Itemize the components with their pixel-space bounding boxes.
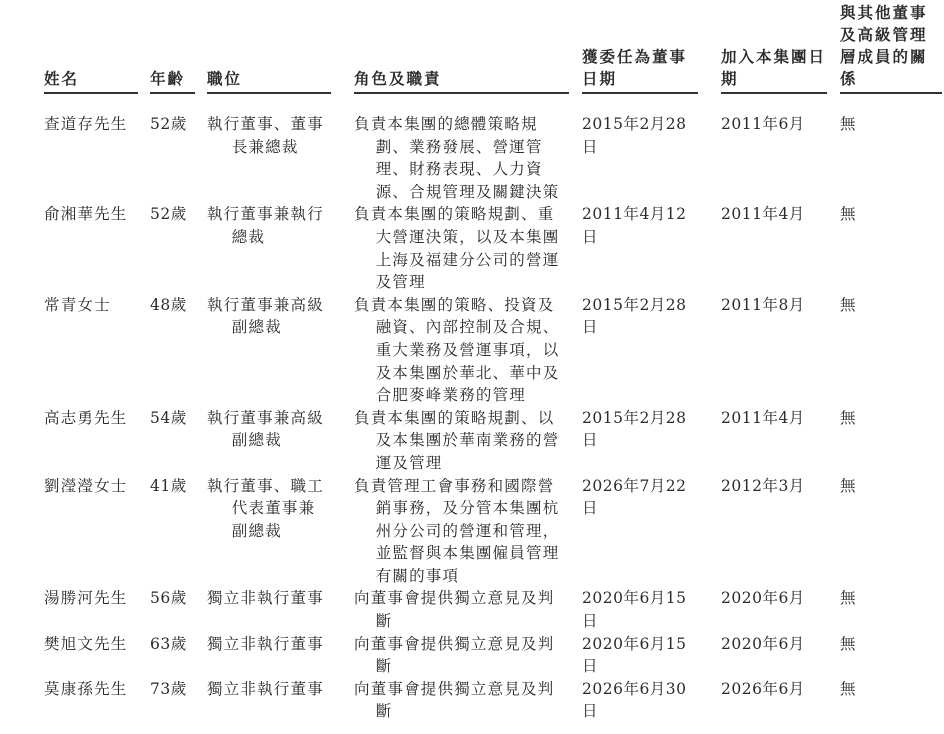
- table-row: [44, 407, 942, 475]
- appointment-date: 2026年7月22日: [582, 476, 687, 518]
- director-position: 執行董事兼高級副總裁: [207, 295, 324, 337]
- header-row: [44, 2, 942, 94]
- appointment-date: 2015年2月28日: [582, 115, 687, 156]
- join-date: 2011年4月: [721, 205, 805, 224]
- table-row: [44, 633, 942, 678]
- director-age: 52歲: [150, 115, 187, 133]
- relationship: 無: [840, 679, 857, 698]
- table-row: [44, 203, 942, 293]
- director-age: 41歲: [150, 476, 187, 495]
- header-age: 年齡: [150, 2, 195, 94]
- join-date: 2011年6月: [721, 115, 805, 133]
- director-role: 負責管理工會事務和國際營銷事務，及分管本集團杭州分公司的營運和管理，並監督與本集團僱員管理有關的事項: [354, 476, 560, 585]
- director-role: 向董事會提供獨立意見及判斷: [354, 679, 555, 721]
- relationship: 無: [840, 408, 857, 427]
- director-position: 獨立非執行董事: [207, 589, 324, 608]
- relationship: 無: [840, 205, 857, 224]
- director-position: 執行董事、職工代表董事兼副總裁: [207, 476, 324, 540]
- header-name: 姓名: [44, 2, 138, 94]
- director-name: 湯勝河先生: [44, 589, 128, 608]
- director-name: 高志勇先生: [44, 408, 128, 427]
- table-row: [44, 294, 942, 407]
- director-age: 73歲: [150, 679, 187, 698]
- table-row: [44, 678, 942, 723]
- appointment-date: 2015年2月28日: [582, 408, 687, 450]
- table-row: [44, 475, 942, 588]
- director-name: 樊旭文先生: [44, 634, 128, 653]
- director-role: 負責本集團的總體策略規劃、業務發展、營運管理、財務表現、人力資源、合規管理及關鍵決策: [354, 115, 560, 201]
- appointment-date: 2015年2月28日: [582, 295, 687, 337]
- director-position: 獨立非執行董事: [207, 634, 324, 653]
- join-date: 2026年6月: [721, 679, 805, 698]
- director-age: 48歲: [150, 295, 187, 314]
- director-age: 54歲: [150, 408, 187, 427]
- director-position: 執行董事兼執行總裁: [207, 205, 324, 246]
- director-name: 劉瀅瀅女士: [44, 476, 128, 495]
- director-position: 執行董事兼高級副總裁: [207, 408, 324, 450]
- director-name: 查道存先生: [44, 115, 128, 133]
- director-position: 獨立非執行董事: [207, 679, 324, 698]
- join-date: 2012年3月: [721, 476, 805, 495]
- appointment-date: 2020年6月15日: [582, 589, 687, 631]
- director-role: 向董事會提供獨立意見及判斷: [354, 634, 555, 676]
- appointment-date: 2026年6月30日: [582, 679, 687, 721]
- relationship: 無: [840, 115, 857, 133]
- director-name: 俞湘華先生: [44, 205, 128, 224]
- director-age: 52歲: [150, 205, 187, 224]
- join-date: 2011年8月: [721, 295, 805, 314]
- header-appointed: 獲委任為董事日期: [582, 2, 698, 94]
- director-role: 負責本集團的策略、投資及融資、內部控制及合規、重大業務及營運事項，以及本集團於華北、華中及合肥麥峰業務的管理: [354, 295, 560, 405]
- relationship: 無: [840, 295, 857, 314]
- appointment-date: 2020年6月15日: [582, 634, 687, 676]
- directors-table: [44, 2, 942, 723]
- header-joined: 加入本集團日期: [721, 2, 827, 94]
- relationship: 無: [840, 589, 857, 608]
- director-position: 執行董事、董事長兼總裁: [207, 115, 324, 156]
- director-age: 63歲: [150, 634, 187, 653]
- join-date: 2020年6月: [721, 589, 805, 608]
- director-role: 負責本集團的策略規劃、重大營運決策，以及本集團上海及福建分公司的營運及管理: [354, 205, 560, 292]
- header-relation: 與其他董事及高級管理層成員的關係: [840, 2, 942, 94]
- header-role: 角色及職責: [354, 2, 569, 94]
- header-position: 職位: [207, 2, 331, 94]
- director-name: 常青女士: [44, 295, 111, 314]
- join-date: 2011年4月: [721, 408, 805, 427]
- join-date: 2020年6月: [721, 634, 805, 653]
- director-age: 56歲: [150, 589, 187, 608]
- director-role: 負責本集團的策略規劃、以及本集團於華南業務的營運及管理: [354, 408, 560, 472]
- relationship: 無: [840, 476, 857, 495]
- appointment-date: 2011年4月12日: [582, 205, 687, 246]
- director-name: 莫康孫先生: [44, 679, 128, 698]
- table-row: [44, 587, 942, 632]
- table-row: [44, 113, 942, 203]
- relationship: 無: [840, 634, 857, 653]
- director-role: 向董事會提供獨立意見及判斷: [354, 589, 555, 631]
